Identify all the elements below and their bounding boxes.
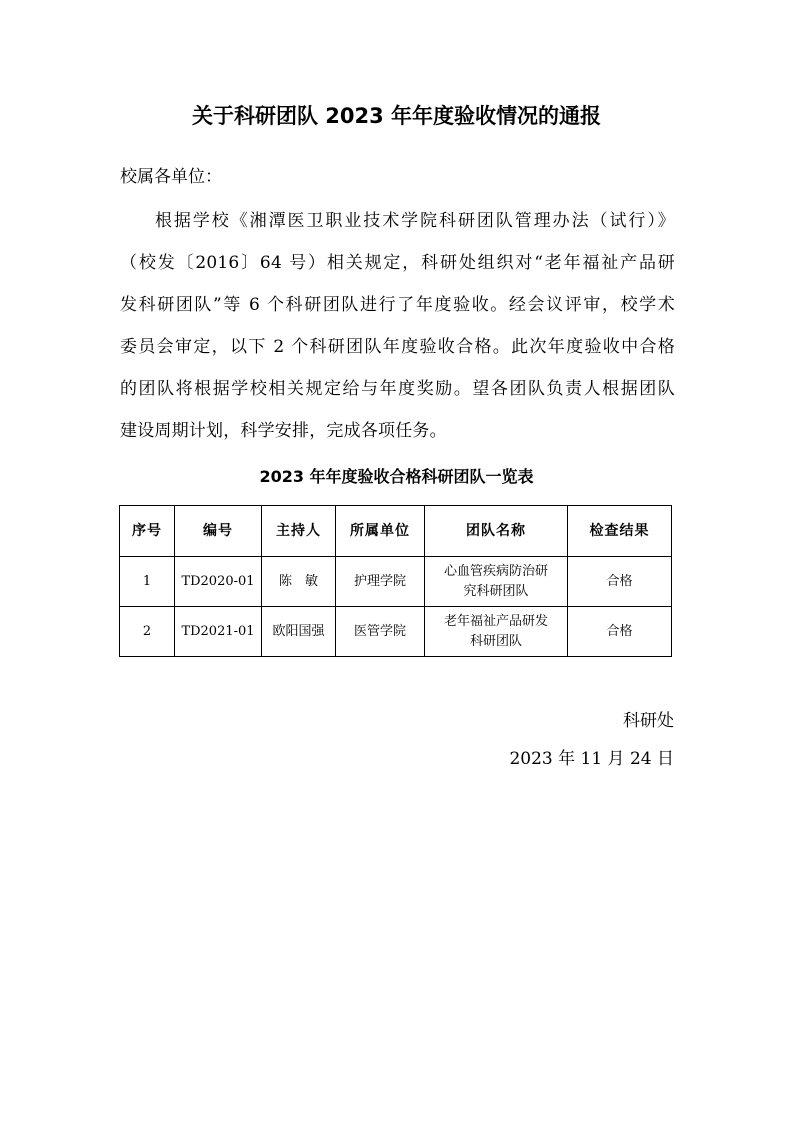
cell-unit: 护理学院 bbox=[336, 557, 425, 607]
body-paragraph-line: 委员会审定，以下 2 个科研团队年度验收合格。此次年度验收中合格 bbox=[120, 337, 675, 357]
table-title: 2023 年年度验收合格科研团队一览表 bbox=[259, 467, 534, 486]
issue-date: 2023 年 11 月 24 日 bbox=[509, 749, 674, 769]
cell-team-name bbox=[425, 607, 568, 657]
table-row bbox=[120, 557, 672, 607]
header-unit: 所属单位 bbox=[336, 506, 425, 557]
header-code: 编号 bbox=[175, 506, 262, 557]
cell-team-name bbox=[425, 557, 568, 607]
cell-leader: 欧阳国强 bbox=[262, 607, 336, 657]
issuer-signature: 科研处 bbox=[623, 711, 674, 731]
cell-code: TD2021-01 bbox=[175, 607, 262, 657]
cell-unit: 医管学院 bbox=[336, 607, 425, 657]
qualified-teams-table bbox=[119, 505, 672, 657]
document-title: 关于科研团队 2023 年年度验收情况的通报 bbox=[191, 104, 602, 128]
team-name-line: 究科研团队 bbox=[463, 583, 529, 599]
header-index: 序号 bbox=[120, 506, 175, 557]
cell-index: 2 bbox=[120, 607, 175, 657]
cell-leader: 陈 敏 bbox=[262, 557, 336, 607]
body-paragraph-line: 发科研团队”等 6 个科研团队进行了年度验收。经会议评审，校学术 bbox=[120, 295, 675, 315]
team-name-line: 心血管疾病防治研 bbox=[443, 563, 548, 579]
salutation: 校属各单位： bbox=[120, 167, 222, 187]
table-row bbox=[120, 607, 672, 657]
cell-result: 合格 bbox=[568, 607, 672, 657]
body-paragraph-line: 根据学校《湘潭医卫职业技术学院科研团队管理办法（试行）》 bbox=[155, 211, 675, 231]
body-paragraph-line: 建设周期计划，科学安排，完成各项任务。 bbox=[120, 421, 447, 441]
cell-index: 1 bbox=[120, 557, 175, 607]
header-team-name: 团队名称 bbox=[425, 506, 568, 557]
body-paragraph-line: （校发〔2016〕64 号）相关规定，科研处组织对“老年福祉产品研 bbox=[120, 253, 675, 273]
team-name-line: 科研团队 bbox=[469, 633, 522, 649]
body-paragraph-line: 的团队将根据学校相关规定给与年度奖励。望各团队负责人根据团队 bbox=[120, 379, 675, 399]
team-name-line: 老年福祉产品研发 bbox=[443, 613, 548, 629]
header-leader: 主持人 bbox=[262, 506, 336, 557]
cell-result: 合格 bbox=[568, 557, 672, 607]
cell-code: TD2020-01 bbox=[175, 557, 262, 607]
table-header-row bbox=[120, 506, 672, 557]
header-result: 检查结果 bbox=[568, 506, 672, 557]
